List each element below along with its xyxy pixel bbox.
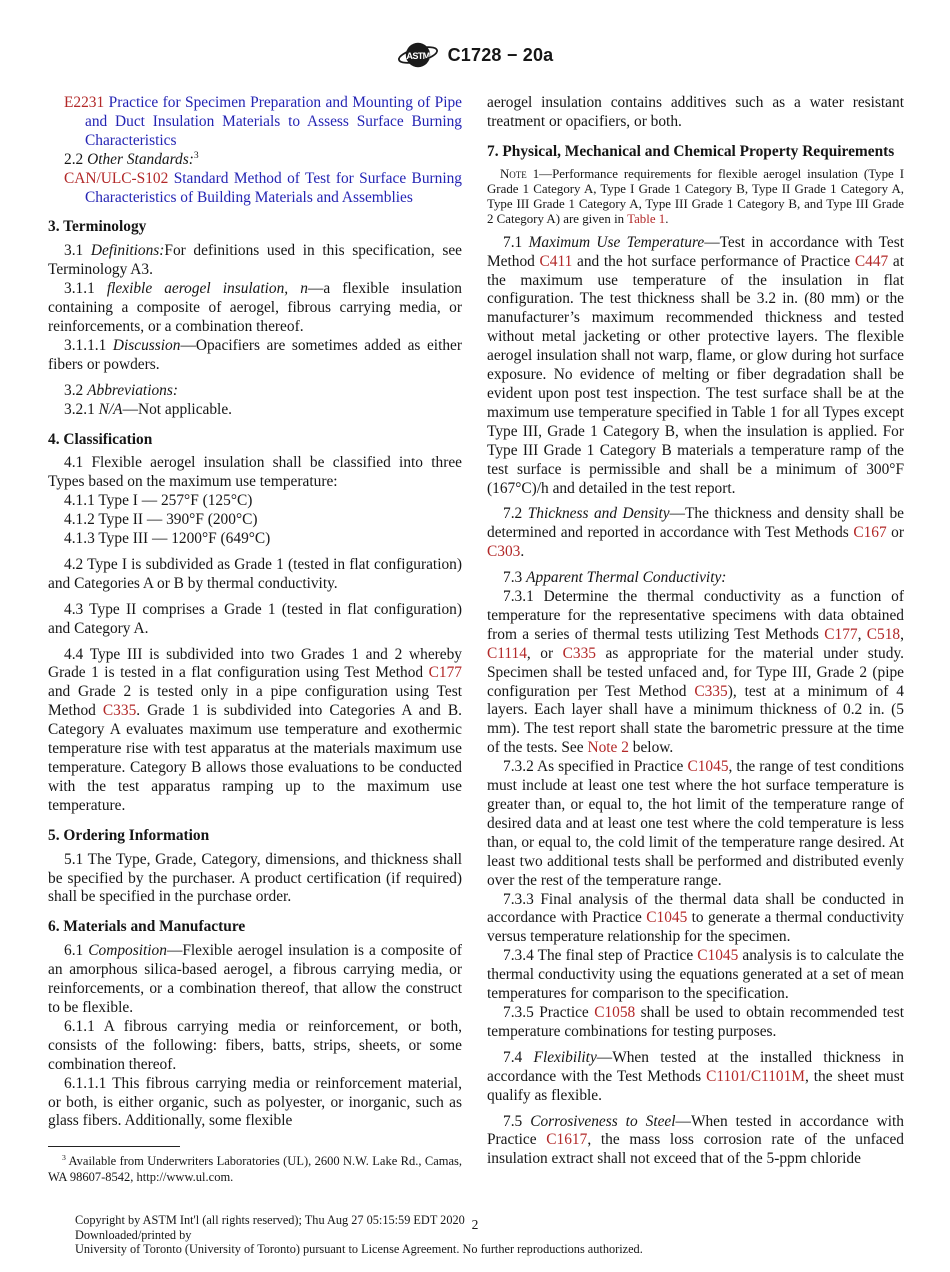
text-run: 4.2 Type I is subdivided as Grade 1 (tested in flat configuration) and Categories A or B by thermal conductivity.	[48, 555, 462, 592]
text-run: Available from Underwriters Laboratories (UL), 2600 N.W. Lake Rd., Camas, WA 98607-8542, http://www.ul.com.	[48, 1154, 462, 1184]
footnote	[48, 1146, 462, 1185]
text-run: 3.1.1.1	[64, 336, 113, 354]
text-run: 3	[193, 149, 199, 161]
doc-link[interactable]: C335	[562, 644, 596, 662]
paragraph	[487, 588, 904, 758]
paragraph	[48, 492, 462, 511]
paragraph	[48, 242, 462, 280]
left-column	[48, 94, 462, 1131]
section-heading	[487, 143, 904, 162]
text-run: 7.3	[503, 569, 527, 587]
text-run: —Flexible aerogel insulation is a composite of an amorphous silica-based aerogel, a fibrous carrying media, or reinforcements, or a combination thereof, that allow the construct to be flexible.	[48, 942, 462, 1016]
text-run: 6.1	[64, 942, 89, 960]
paragraph	[48, 1018, 462, 1075]
text-run: Other Standards:	[87, 150, 194, 168]
license-line: University of Toronto (University of Toronto) pursuant to License Agreement. No further reproductions authorized.	[75, 1242, 643, 1257]
doc-link[interactable]: C167	[853, 524, 887, 542]
paragraph	[48, 942, 462, 1018]
paragraph	[48, 851, 462, 908]
text-run: 4.1.2 Type II — 390°F (200°C)	[64, 511, 258, 529]
page-header	[0, 38, 950, 72]
paragraph	[48, 382, 462, 401]
text-run: and Grade 2 is tested only in a pipe configuration using Test Method	[48, 683, 462, 720]
right-column	[487, 94, 904, 1169]
doc-designation: C1728 − 20a	[447, 44, 554, 65]
text-run: 6. Materials and Manufacture	[48, 918, 246, 936]
paragraph	[48, 556, 462, 594]
text-run: and the hot surface performance of Practice	[572, 252, 855, 270]
section-heading	[48, 431, 462, 450]
text-run: Definitions:	[90, 242, 165, 260]
doc-link[interactable]: C518	[866, 625, 901, 643]
text-run: , the range of test conditions must include at least one test where the hot surface temperature is greater than, or equal to, the hot limit of the temperature range of desired data and at least one test where the cold temperature is less than, or equal to, the cold limit of the temperature range desired. At least two additional tests shall be performed and distributed evenly over the rest of the temperature range.	[487, 758, 905, 889]
doc-link[interactable]: C447	[854, 252, 889, 270]
text-run: 4.3 Type II comprises a Grade 1 (tested in flat configuration) and Category A.	[48, 600, 462, 637]
doc-link[interactable]: C1617	[546, 1131, 588, 1149]
doc-link[interactable]: C1058	[594, 1003, 636, 1021]
text-run: 7.1	[503, 233, 529, 251]
paragraph	[48, 454, 462, 492]
section-heading	[48, 218, 462, 237]
doc-link[interactable]: C1045	[697, 947, 739, 965]
paragraph	[48, 646, 462, 816]
reference-item	[48, 170, 462, 208]
paragraph	[487, 947, 904, 1004]
doc-link[interactable]: C335	[102, 702, 137, 720]
text-run: 7.3.3 Final analysis of the thermal data shall be conducted in accordance with Practice	[487, 890, 904, 927]
page-number: 2	[471, 1217, 479, 1232]
text-run: —Test in accordance with Test Method	[487, 233, 904, 270]
doc-link[interactable]: C1045	[646, 909, 688, 927]
text-run: to generate a thermal conductivity versus temperature relationship for the specimen.	[487, 909, 904, 946]
paragraph	[48, 401, 462, 420]
astm-logo-icon	[397, 38, 439, 72]
text-run: 4.1.1 Type I — 257°F (125°C)	[64, 492, 253, 510]
text-run: 7.3.5 Practice	[503, 1003, 595, 1021]
text-run: , the sheet must qualify as flexible.	[487, 1067, 904, 1104]
text-run: 3	[62, 1152, 66, 1162]
text-run: 7.3.1 Determine the thermal conductivity as a function of temperature for the representative specimens with data obtained from a series of thermal tests utilizing Test Methods	[487, 588, 904, 643]
footnote-text	[48, 1154, 462, 1185]
paragraph	[48, 530, 462, 549]
text-run: 7.4	[503, 1048, 534, 1066]
doc-link[interactable]: C1114	[487, 644, 527, 662]
text-run: analysis is to calculate the thermal conductivity using the equations generated at a set of mean temperatures for comparison to the specification.	[487, 947, 904, 1003]
text-run: .	[520, 543, 525, 561]
text-run: Flexibility	[533, 1048, 597, 1066]
text-run: 4.1 Flexible aerogel insulation shall be classified into three Types based on the maximum use temperature:	[48, 454, 462, 491]
text-run: or	[886, 524, 904, 542]
text-run: 3.1	[64, 242, 91, 260]
text-run: as appropriate for the material under study. Specimen shall be tested unfaced and, for Type III, Grade 2 (pipe configuration per Test Method	[487, 644, 904, 700]
text-run: .	[665, 211, 669, 226]
doc-link[interactable]: CAN/ULC-S102	[64, 169, 174, 187]
text-run: 3.1.1	[64, 280, 107, 298]
downloaded-line: Downloaded/printed by	[75, 1227, 192, 1242]
section-heading	[48, 827, 462, 846]
doc-link[interactable]: Table 1	[627, 211, 666, 226]
doc-link[interactable]: C1045	[687, 758, 729, 776]
svg-text:ASTM: ASTM	[406, 51, 430, 62]
text-run: Maximum Use Temperature	[528, 233, 705, 251]
text-run: below.	[628, 739, 674, 757]
note-paragraph	[487, 167, 904, 227]
text-run: 7. Physical, Mechanical and Chemical Property Requirements	[487, 142, 895, 160]
footnote-divider	[48, 1146, 180, 1147]
text-run: —When tested at the installed thickness in accordance with the Test Methods	[487, 1048, 904, 1085]
text-run: 7.2	[503, 505, 528, 523]
paragraph	[48, 151, 462, 170]
text-run: Thickness and Density	[527, 505, 670, 523]
doc-link[interactable]: C177	[428, 664, 462, 682]
text-run: 1—Performance requirements for flexible aerogel insulation (Type I Grade 1 Category A, Type I Grade 1 Category B, Type II Grade 1 Category A, Type III Grade 1 Category A, Type III Grade 1 Category B, and Type III Grade 2 Category A) are given in	[487, 166, 904, 226]
text-run: ,	[857, 625, 867, 643]
text-run: , the mass loss corrosion rate of the unfaced insulation extract shall not exceed that of the 5-ppm chloride	[487, 1131, 904, 1168]
section-heading	[48, 918, 462, 937]
text-run: flexible aerogel insulation, n	[106, 280, 308, 298]
paragraph	[487, 1049, 904, 1106]
text-run: 6.1.1.1 This fibrous carrying media or reinforcement material, or both, is either organic, such as polyester, or inorganic, such as glass fibers. Additionally, some flexible	[48, 1074, 462, 1130]
text-run: Note	[500, 166, 527, 181]
doc-link[interactable]: C335	[694, 682, 728, 700]
text-run: —a flexible insulation containing a composite of aerogel, fibrous carrying media, or reinforcements, or a combination thereof.	[48, 280, 462, 335]
text-run: 7.3.4 The final step of Practice	[503, 947, 698, 965]
text-run: For definitions used in this specification, see Terminology A3.	[48, 242, 462, 279]
doc-link[interactable]: C303	[487, 543, 521, 561]
text-run: , or	[526, 644, 563, 662]
text-run: —Not applicable.	[122, 400, 233, 418]
text-run: —The thickness and density shall be determined and reported in accordance with Test Methods	[487, 505, 904, 542]
text-run: 7.5	[503, 1112, 531, 1130]
copyright-line: Copyright by ASTM Int'l (all rights reserved); Thu Aug 27 05:15:59 EDT 2020	[75, 1213, 465, 1227]
text-run: —Opacifiers are sometimes added as either fibers or powders.	[48, 336, 462, 373]
paragraph	[487, 569, 904, 588]
paragraph	[487, 234, 904, 499]
reference-item	[48, 94, 462, 151]
paragraph	[487, 758, 904, 890]
paragraph	[48, 511, 462, 530]
text-run: Apparent Thermal Conductivity:	[526, 569, 727, 587]
doc-link[interactable]: C177	[824, 625, 858, 643]
paragraph	[487, 1004, 904, 1042]
paragraph	[487, 94, 904, 132]
text-run: at the maximum use temperature of the insulation in flat configuration. The test thickness shall be 3.2 in. (80 mm) or the manufacturer’s maximum recommended thickness and tested without metal jacketing or other protective layers. The flexible aerogel insulation shall not warp, flame, or glow during hot surface exposure. No evidence of melting or fiber degradation shall be evident upon post test inspection. The test surface shall be at the maximum use temperature specified in Table 1 for all Types except Type III, Grade 1 Category B, when the insulation is applied. For Type III Grade 1 Category B materials a temperature ramp of the test surface is permissible and shall be a minimum of 300°F (167°C)/h and detailed in the test report.	[487, 252, 904, 497]
text-run: —When tested in accordance with Practice	[487, 1112, 904, 1149]
text-run: 5.1 The Type, Grade, Category, dimensions, and thickness shall be specified by the purchaser. A product certification (if required) shall be specified in the purchase order.	[48, 850, 462, 906]
doc-link[interactable]: Standard Method of Test for Surface Burning Characteristics of Building Materials and Assemblies	[85, 169, 463, 206]
text-run: 2.2	[64, 150, 88, 168]
paragraph	[48, 280, 462, 337]
text-run: 3. Terminology	[48, 218, 147, 236]
text-run: 7.3.2 As specified in Practice	[503, 758, 688, 776]
text-run: 5. Ordering Information	[48, 826, 210, 844]
text-run: 4. Classification	[48, 430, 153, 448]
text-run: aerogel insulation contains additives such as a water resistant treatment or opacifiers, or both.	[487, 94, 904, 130]
paragraph	[48, 601, 462, 639]
doc-link[interactable]: Note 2	[587, 739, 629, 757]
text-run: Abbreviations:	[87, 381, 178, 399]
paragraph	[487, 505, 904, 562]
doc-link[interactable]: Practice for Specimen Preparation and Mounting of Pipe and Duct Insulation Materials to Assess Surface Burning Characteristics	[85, 94, 463, 149]
paragraph	[487, 891, 904, 948]
text-run: 3.2	[64, 381, 88, 399]
doc-link[interactable]: C411	[539, 252, 573, 270]
text-run: . Grade 1 is subdivided into Categories A and B. Category A evaluates maximum use temperature and exothermic temperature rise with test apparatus at the materials maximum use temperature. Category B allows those evaluations to be conducted with the test apparatus ramping up to the maximum use temperature.	[48, 702, 463, 814]
text-run: 3.2.1	[64, 400, 99, 418]
text-run: shall be used to obtain recommended test temperature combinations for testing purposes.	[487, 1003, 904, 1040]
paragraph	[48, 337, 462, 375]
text-run: Composition	[88, 942, 167, 960]
license-stamp	[75, 1213, 675, 1257]
text-run: 4.4 Type III is subdivided into two Grades 1 and 2 whereby Grade 1 is tested in a flat configuration using Test Method	[48, 645, 462, 682]
text-run: 4.1.3 Type III — 1200°F (649°C)	[64, 530, 271, 548]
text-run: N/A	[98, 400, 123, 418]
text-run: 6.1.1 A fibrous carrying media or reinforcement, or both, consists of the following: fibers, batts, strips, sheets, or some combination thereof.	[48, 1017, 462, 1073]
text-run: ,	[900, 625, 904, 643]
text-run: Corrosiveness to Steel	[530, 1112, 676, 1130]
doc-link[interactable]: C1101/C1101M	[706, 1067, 805, 1085]
paragraph	[487, 1113, 904, 1170]
text-run: ), test at a minimum of 4 layers. Each layer shall have a minimum thickness of 0.2 in. (5 mm). The test report shall state the barometric pressure at the time of the tests. See	[487, 682, 904, 757]
doc-link[interactable]: E2231	[64, 94, 109, 111]
text-run: Discussion	[112, 336, 181, 354]
paragraph	[48, 1075, 462, 1132]
